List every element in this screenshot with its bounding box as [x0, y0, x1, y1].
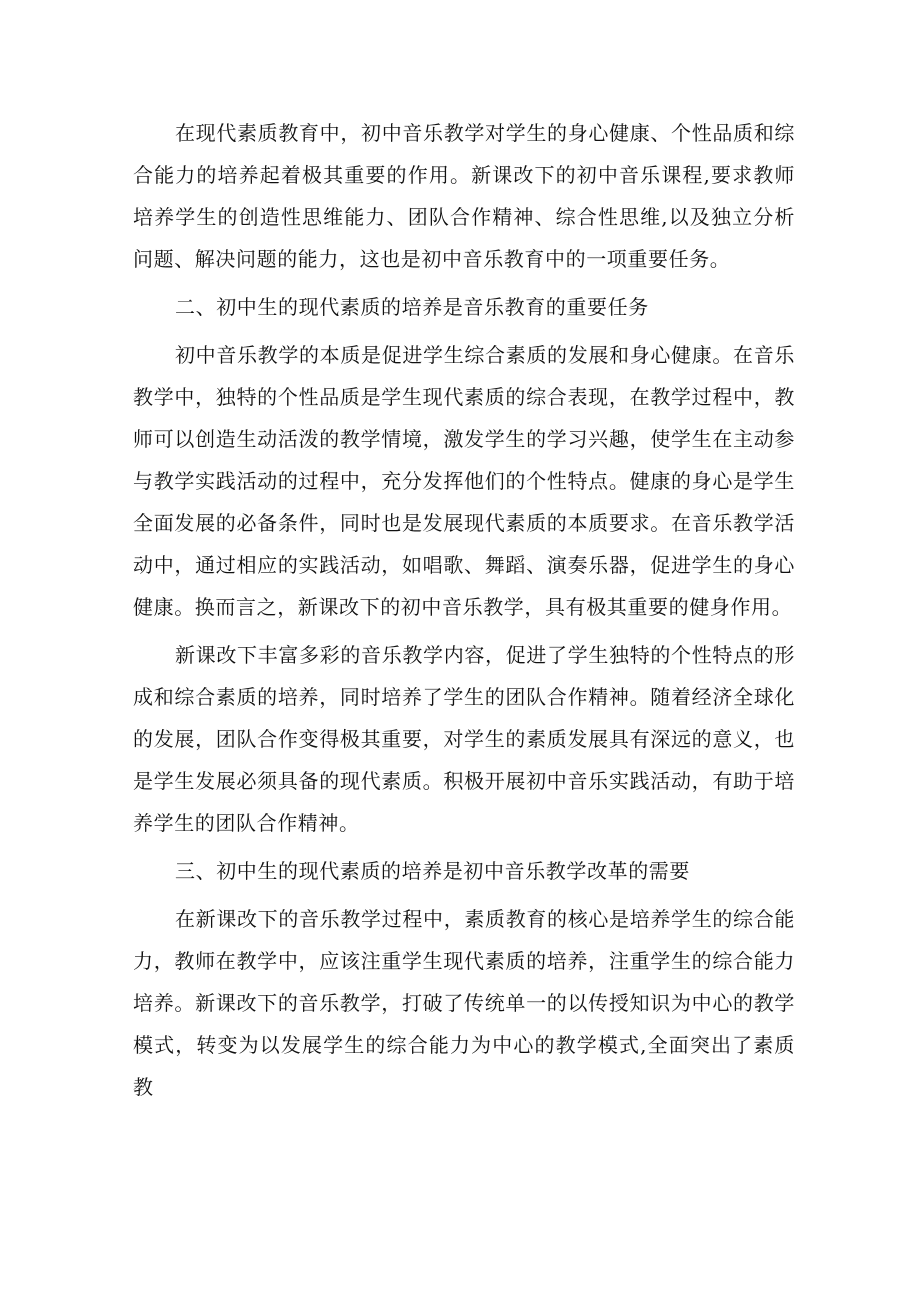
paragraph-section2-1: 初中音乐教学的本质是促进学生综合素质的发展和身心健康。在音乐教学中，独特的个性品质是学生现代素质的综合表现，在教学过程中，教师可以创造生动活泼的教学情境，激发学生的学习兴趣，使学生在主动参与教学实践活动的过程中，充分发挥他们的个性特点。健康的身心是学生全面发展的必备条件，同时也是发展现代素质的本质要求。在音乐教学活动中，通过相应的实践活动，如唱歌、舞蹈、演奏乐器，促进学生的身心健康。换而言之，新课改下的初中音乐教学，具有极其重要的健身作用。: [133, 343, 795, 619]
section-heading-2: 二、初中生的现代素质的培养是音乐教育的重要任务: [175, 295, 649, 319]
document-body: [133, 112, 795, 1114]
paragraph-intro: 在现代素质教育中，初中音乐教学对学生的身心健康、个性品质和综合能力的培养起着极其重要的作用。新课改下的初中音乐课程,要求教师培养学生的创造性思维能力、团队合作精神、综合性思维,以及独立分析问题、解决问题的能力，这也是初中音乐教育中的一项重要任务。: [133, 121, 795, 271]
paragraph-section3-1: 在新课改下的音乐教学过程中，素质教育的核心是培养学生的综合能力，教师在教学中，应该注重学生现代素质的培养，注重学生的综合能力培养。新课改下的音乐教学，打破了传统单一的以传授知识为中心的教学模式，转变为以发展学生的综合能力为中心的教学模式,全面突出了素质教: [133, 907, 795, 1099]
paragraph-section2-2: 新课改下丰富多彩的音乐教学内容，促进了学生独特的个性特点的形成和综合素质的培养，同时培养了学生的团队合作精神。随着经济全球化的发展，团队合作变得极其重要，对学生的素质发展具有深远的意义，也是学生发展必须具备的现代素质。积极开展初中音乐实践活动，有助于培养学生的团队合作精神。: [133, 643, 795, 835]
section-heading-3: 三、初中生的现代素质的培养是初中音乐教学改革的需要: [175, 859, 690, 883]
